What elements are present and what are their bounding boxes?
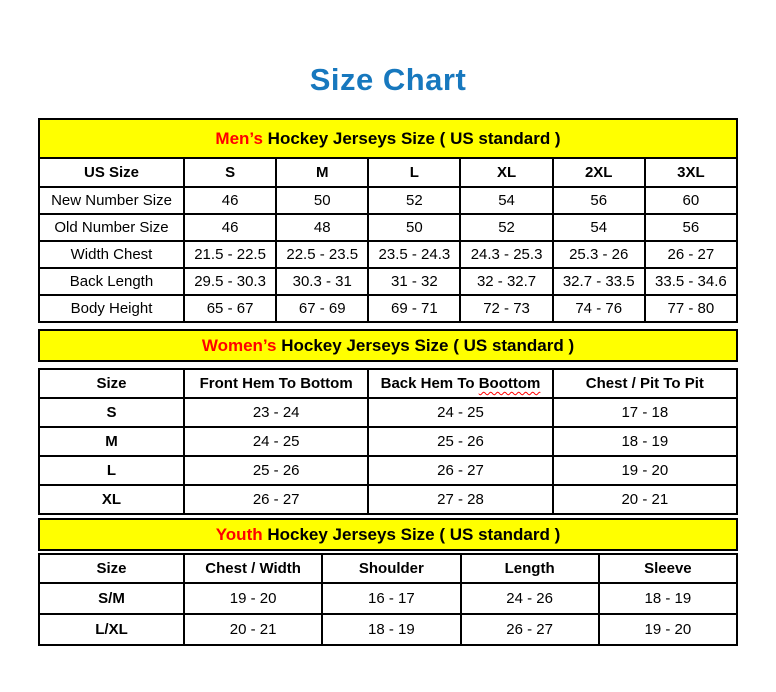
cell-value: 17 - 18 xyxy=(553,398,737,427)
womens-size-table xyxy=(38,368,738,515)
column-header: 3XL xyxy=(645,158,737,187)
mens-header-row xyxy=(39,158,737,187)
womens-header-highlight: Women’s xyxy=(201,336,277,355)
column-header: Shoulder xyxy=(322,554,460,583)
cell-value: 25 - 26 xyxy=(184,456,368,485)
cell-value: 25 - 26 xyxy=(368,427,552,456)
mens-section-header xyxy=(38,118,738,159)
cell-value: 16 - 17 xyxy=(322,583,460,614)
column-header: Size xyxy=(39,369,184,398)
column-header: Size xyxy=(39,554,184,583)
womens-section-header xyxy=(38,329,738,362)
cell-value: 50 xyxy=(368,214,460,241)
cell-value: 20 - 21 xyxy=(553,485,737,514)
column-header: Chest / Pit To Pit xyxy=(553,369,737,398)
row-label: L/XL xyxy=(39,614,184,645)
table-row xyxy=(39,187,737,214)
cell-value: 23 - 24 xyxy=(184,398,368,427)
cell-value: 18 - 19 xyxy=(322,614,460,645)
table-row xyxy=(39,214,737,241)
mens-header-text: Hockey Jerseys Size ( US standard ) xyxy=(262,129,561,148)
table-row xyxy=(39,583,737,614)
row-label: Body Height xyxy=(39,295,184,322)
cell-value: 21.5 - 22.5 xyxy=(184,241,276,268)
cell-value: 50 xyxy=(276,187,368,214)
cell-value: 18 - 19 xyxy=(553,427,737,456)
cell-value: 22.5 - 23.5 xyxy=(276,241,368,268)
cell-value: 65 - 67 xyxy=(184,295,276,322)
cell-value: 54 xyxy=(553,214,645,241)
cell-value: 56 xyxy=(553,187,645,214)
row-label: XL xyxy=(39,485,184,514)
cell-value: 67 - 69 xyxy=(276,295,368,322)
column-header: L xyxy=(368,158,460,187)
table-row xyxy=(39,427,737,456)
youth-section xyxy=(38,518,738,646)
misspelled-word: Boottom xyxy=(478,375,541,392)
cell-value: 46 xyxy=(184,187,276,214)
row-label: Back Length xyxy=(39,268,184,295)
cell-value: 26 - 27 xyxy=(461,614,599,645)
table-row xyxy=(39,485,737,514)
row-label: M xyxy=(39,427,184,456)
cell-value: 46 xyxy=(184,214,276,241)
cell-value: 69 - 71 xyxy=(368,295,460,322)
cell-value: 18 - 19 xyxy=(599,583,737,614)
row-label: S xyxy=(39,398,184,427)
column-header-text: Back Hem To xyxy=(380,375,479,392)
cell-value: 30.3 - 31 xyxy=(276,268,368,295)
table-row xyxy=(39,295,737,322)
cell-value: 31 - 32 xyxy=(368,268,460,295)
column-header: Length xyxy=(461,554,599,583)
cell-value: 19 - 20 xyxy=(599,614,737,645)
cell-value: 52 xyxy=(460,214,552,241)
cell-value: 24 - 26 xyxy=(461,583,599,614)
cell-value: 26 - 27 xyxy=(184,485,368,514)
cell-value: 32 - 32.7 xyxy=(460,268,552,295)
mens-section xyxy=(38,118,738,323)
cell-value: 23.5 - 24.3 xyxy=(368,241,460,268)
column-header xyxy=(368,369,552,398)
cell-value: 74 - 76 xyxy=(553,295,645,322)
cell-value: 24.3 - 25.3 xyxy=(460,241,552,268)
column-header: Sleeve xyxy=(599,554,737,583)
column-header: Front Hem To Bottom xyxy=(184,369,368,398)
cell-value: 32.7 - 33.5 xyxy=(553,268,645,295)
column-header: S xyxy=(184,158,276,187)
column-header: US Size xyxy=(39,158,184,187)
cell-value: 56 xyxy=(645,214,737,241)
cell-value: 19 - 20 xyxy=(553,456,737,485)
cell-value: 60 xyxy=(645,187,737,214)
womens-header-text: Hockey Jerseys Size ( US standard ) xyxy=(276,336,575,355)
cell-value: 24 - 25 xyxy=(184,427,368,456)
womens-section xyxy=(38,329,738,515)
cell-value: 33.5 - 34.6 xyxy=(645,268,737,295)
youth-header-highlight: Youth xyxy=(215,525,263,544)
cell-value: 26 - 27 xyxy=(645,241,737,268)
youth-header-row xyxy=(39,554,737,583)
cell-value: 72 - 73 xyxy=(460,295,552,322)
cell-value: 54 xyxy=(460,187,552,214)
column-header: XL xyxy=(460,158,552,187)
cell-value: 20 - 21 xyxy=(184,614,322,645)
cell-value: 26 - 27 xyxy=(368,456,552,485)
table-row xyxy=(39,398,737,427)
row-label: Width Chest xyxy=(39,241,184,268)
cell-value: 48 xyxy=(276,214,368,241)
table-row xyxy=(39,241,737,268)
table-row xyxy=(39,456,737,485)
youth-size-table xyxy=(38,553,738,646)
cell-value: 24 - 25 xyxy=(368,398,552,427)
table-row xyxy=(39,614,737,645)
cell-value: 29.5 - 30.3 xyxy=(184,268,276,295)
cell-value: 52 xyxy=(368,187,460,214)
cell-value: 19 - 20 xyxy=(184,583,322,614)
table-row xyxy=(39,268,737,295)
womens-header-row xyxy=(39,369,737,398)
row-label: New Number Size xyxy=(39,187,184,214)
row-label: Old Number Size xyxy=(39,214,184,241)
cell-value: 27 - 28 xyxy=(368,485,552,514)
row-label: L xyxy=(39,456,184,485)
cell-value: 77 - 80 xyxy=(645,295,737,322)
page-title: Size Chart xyxy=(309,62,467,97)
size-chart-content xyxy=(38,118,738,646)
cell-value: 25.3 - 26 xyxy=(553,241,645,268)
column-header: M xyxy=(276,158,368,187)
mens-size-table xyxy=(38,157,738,323)
youth-section-header xyxy=(38,518,738,551)
column-header: Chest / Width xyxy=(184,554,322,583)
mens-header-highlight: Men’s xyxy=(215,129,263,148)
youth-header-text: Hockey Jerseys Size ( US standard ) xyxy=(262,525,561,544)
column-header: 2XL xyxy=(553,158,645,187)
row-label: S/M xyxy=(39,583,184,614)
